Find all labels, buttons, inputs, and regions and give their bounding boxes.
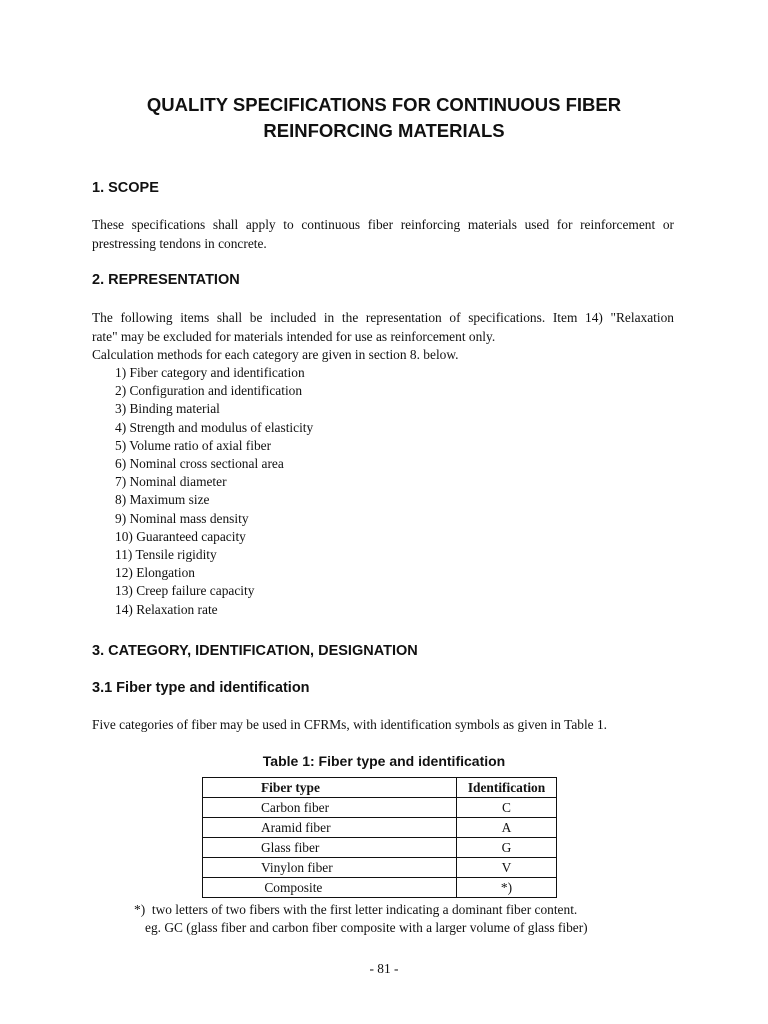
list-item: 3) Binding material (115, 401, 220, 417)
representation-line-3: Calculation methods for each category are given in section 8. below. (92, 347, 459, 362)
list-item: 6) Nominal cross sectional area (115, 456, 284, 472)
list-item: 11) Tensile rigidity (115, 547, 217, 563)
table-cell-fiber-type: Composite (203, 878, 457, 898)
list-item: 14) Relaxation rate (115, 601, 218, 617)
document-title (0, 92, 768, 144)
list-item: 4) Strength and modulus of elasticity (115, 419, 314, 435)
table-cell-identification: *) (457, 878, 557, 898)
list-item: 5) Volume ratio of axial fiber (115, 437, 272, 453)
list-item: 12) Elongation (115, 565, 195, 581)
table-cell-identification: C (457, 798, 557, 818)
column-header-fiber-type: Fiber type (203, 778, 457, 798)
list-item: 8) Maximum size (115, 492, 210, 508)
list-item: 13) Creep failure capacity (115, 583, 255, 599)
list-item: 7) Nominal diameter (115, 474, 227, 490)
representation-items-list (115, 364, 313, 619)
table-row (203, 838, 557, 858)
scope-line-1: These specifications shall apply to continuous fiber reinforcing materials used for reinforcement or (92, 217, 674, 232)
category-heading: 3. CATEGORY, IDENTIFICATION, DESIGNATION (92, 643, 418, 659)
title-line-2: REINFORCING MATERIALS (263, 120, 505, 141)
scope-paragraph (92, 215, 674, 253)
table-cell-identification: V (457, 858, 557, 878)
fiber-type-table (202, 777, 557, 898)
representation-line-2: rate" may be excluded for materials intended for use as reinforcement only. (92, 329, 496, 344)
table-row (203, 858, 557, 878)
table-cell-fiber-type: Vinylon fiber (203, 858, 457, 878)
list-item: 10) Guaranteed capacity (115, 528, 246, 544)
table-row (203, 878, 557, 898)
title-line-1: QUALITY SPECIFICATIONS FOR CONTINUOUS FIBER (146, 94, 622, 115)
table-note-line-2: eg. GC (glass fiber and carbon fiber composite with a larger volume of glass fiber) (145, 920, 588, 935)
list-item: 1) Fiber category and identification (115, 365, 305, 380)
representation-line-1: The following items shall be included in the representation of specifications. Item 14) "Relaxation (92, 310, 674, 325)
table-cell-identification: A (457, 818, 557, 838)
table-cell-identification: G (457, 838, 557, 858)
scope-line-2: prestressing tendons in concrete. (92, 236, 267, 251)
column-header-identification: Identification (457, 778, 557, 798)
representation-paragraph (92, 308, 674, 363)
list-item: 2) Configuration and identification (115, 383, 303, 399)
table-header-row (203, 778, 557, 798)
table-cell-fiber-type: Glass fiber (203, 838, 457, 858)
fiber-type-intro: Five categories of fiber may be used in CFRMs, with identification symbols as given in Table 1. (92, 717, 608, 732)
fiber-type-heading: 3.1 Fiber type and identification (92, 680, 310, 696)
table-cell-fiber-type: Aramid fiber (203, 818, 457, 838)
representation-heading: 2. REPRESENTATION (92, 272, 240, 288)
table-note-line-1: *) two letters of two fibers with the first letter indicating a dominant fiber content. (134, 902, 578, 917)
table-row (203, 798, 557, 818)
table-row (203, 818, 557, 838)
list-item: 9) Nominal mass density (115, 510, 249, 526)
table-caption: Table 1: Fiber type and identification (262, 753, 506, 769)
table-cell-fiber-type: Carbon fiber (203, 798, 457, 818)
scope-heading: 1. SCOPE (92, 180, 159, 196)
page-number: - 81 - (369, 961, 399, 976)
